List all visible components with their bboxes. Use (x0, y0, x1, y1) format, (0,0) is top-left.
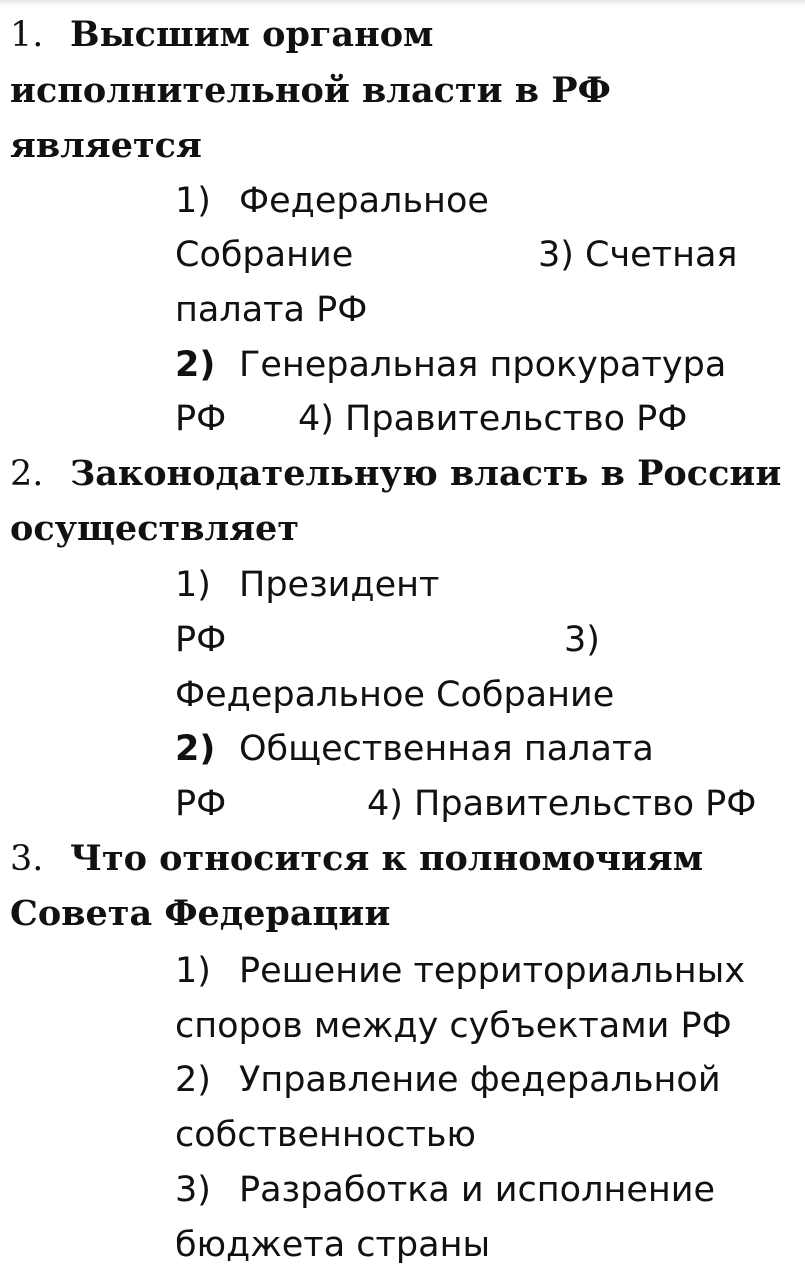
option-text: Генеральная прокуратура (239, 345, 727, 385)
question-2-option-line-5 (175, 777, 795, 831)
option-text: РФ (175, 399, 227, 439)
question-2-option-line-1 (175, 558, 439, 612)
option-3-label: 3) (564, 620, 600, 660)
option-4-label: 4) Правительство РФ (367, 784, 757, 824)
option-text: Разработка и исполнение (239, 1170, 716, 1210)
question-2-title-text: Законодательную власть в России (70, 453, 782, 494)
question-2-option-line-3: Федеральное Собрание (175, 675, 615, 715)
question-2-number: 2. (10, 454, 44, 494)
question-1-title-line-2: исполнительной власти в РФ (10, 70, 611, 111)
top-shadow-bar (0, 0, 805, 6)
question-1-option-line-3: палата РФ (175, 290, 368, 330)
option-number: 2) (175, 1060, 211, 1100)
option-3-label: 3) Счетная (538, 235, 738, 275)
question-2-option-line-2 (175, 613, 775, 667)
option-text: Собрание (175, 235, 354, 275)
question-3-option-line-6: бюджета страны (175, 1225, 491, 1265)
question-3-title-line-2: Совета Федерации (10, 893, 391, 934)
question-2-title-line-1 (10, 447, 781, 501)
question-1-number: 1. (10, 15, 44, 55)
option-number: 2) (175, 345, 216, 385)
option-number: 1) (175, 565, 211, 605)
option-text: Федеральное (239, 181, 489, 221)
option-4-label: 4) Правительство РФ (298, 399, 688, 439)
question-3-option-line-4: собственностью (175, 1115, 476, 1155)
question-3-option-line-5 (175, 1163, 715, 1217)
question-3-option-line-3 (175, 1053, 721, 1107)
option-number: 3) (175, 1170, 211, 1210)
question-1-option-line-1 (175, 174, 489, 228)
option-text: Решение территориальных (239, 951, 746, 991)
question-2-title-line-2: осуществляет (10, 508, 300, 549)
option-number: 1) (175, 181, 211, 221)
question-2-option-line-4 (175, 722, 654, 776)
question-3-title-line-1 (10, 832, 703, 886)
question-1-option-line-2 (175, 228, 775, 282)
option-number: 2) (175, 729, 216, 769)
option-number: 1) (175, 951, 211, 991)
question-3-option-line-2: споров между субъектами РФ (175, 1006, 732, 1046)
question-1-option-line-4 (175, 338, 726, 392)
question-1-title-line-3: является (10, 125, 202, 166)
question-3-number: 3. (10, 839, 44, 879)
option-text: РФ (175, 620, 227, 660)
question-1-option-line-5 (175, 392, 775, 446)
question-3-title-text: Что относится к полномочиям (70, 838, 704, 879)
option-text: Управление федеральной (239, 1060, 721, 1100)
question-1-title-line-1 (10, 8, 433, 62)
option-text: РФ (175, 784, 227, 824)
option-text: Общественная палата (239, 729, 654, 769)
question-3-option-line-1 (175, 944, 745, 998)
question-1-title-text: Высшим органом (70, 14, 434, 55)
option-text: Президент (239, 565, 440, 605)
